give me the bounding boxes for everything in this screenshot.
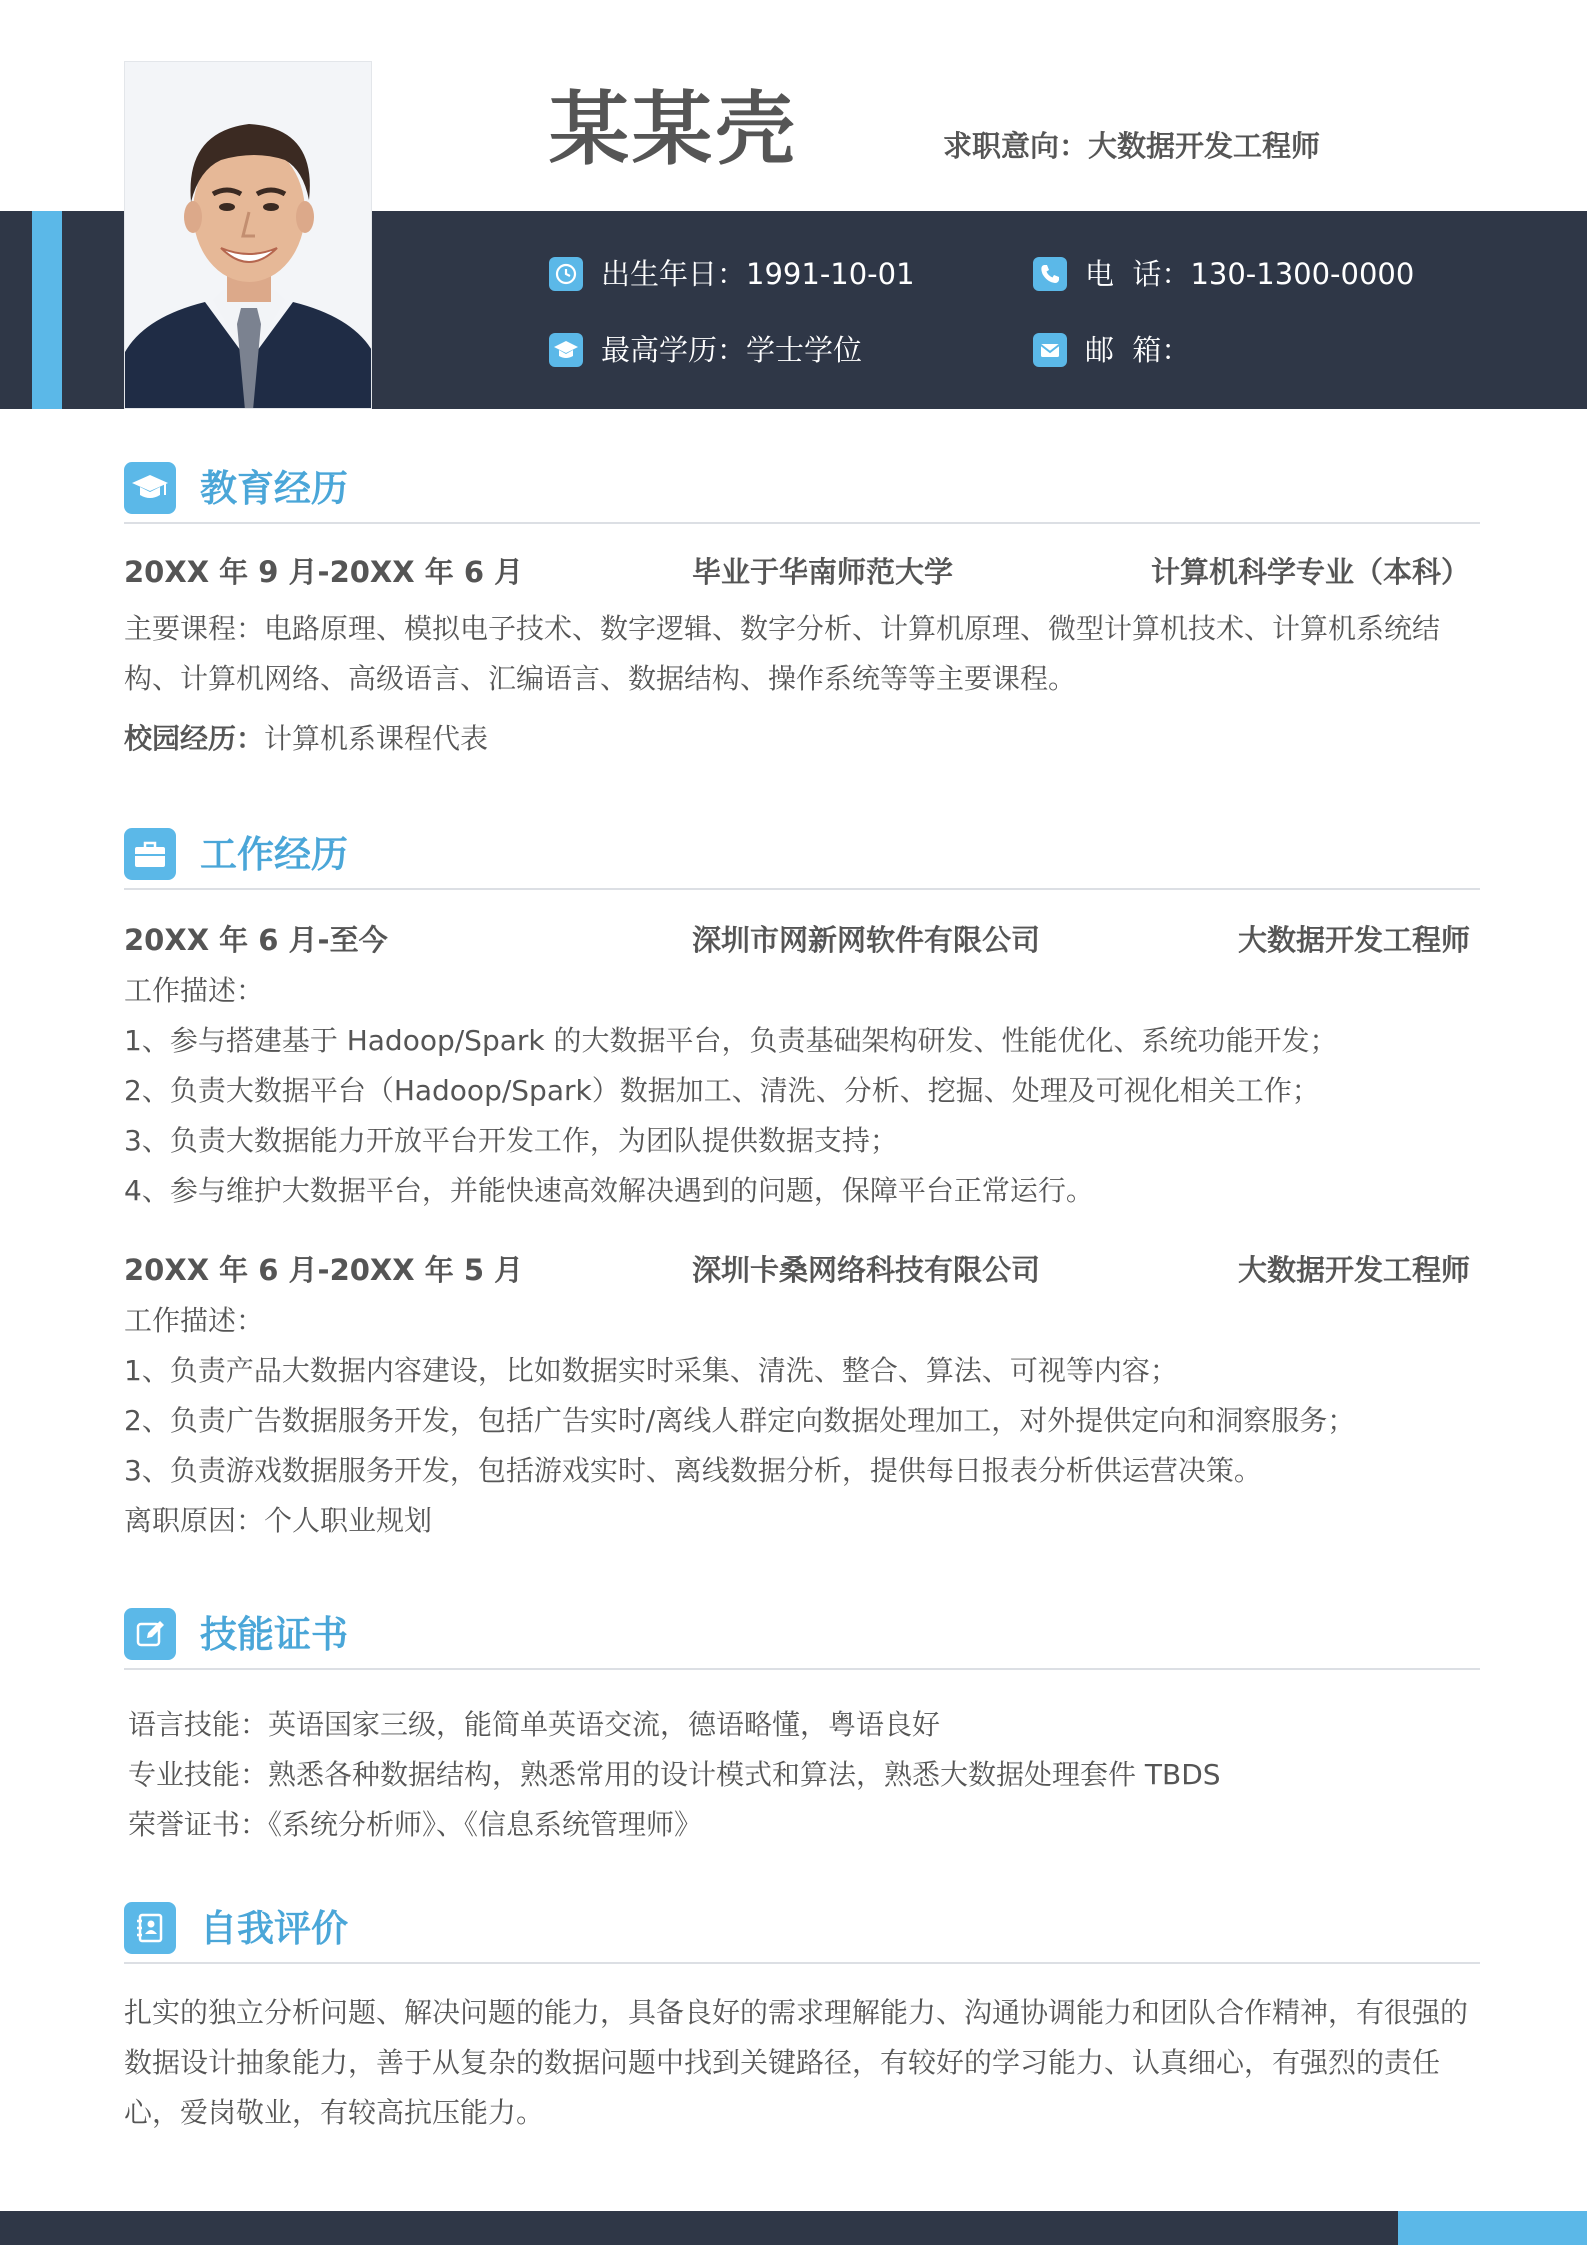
education-major: 计算机科学专业（本科） [1150, 555, 1470, 589]
job-1-period: 20XX 年 6 月-至今 [124, 923, 388, 957]
campus-value: 计算机系课程代表 [264, 722, 489, 755]
job-2-position: 大数据开发工程师 [1237, 1253, 1470, 1287]
skill-line: 专业技能：熟悉各种数据结构，熟悉常用的设计模式和算法，熟悉大数据处理套件 TBDS [128, 1758, 1221, 1791]
skills-section-header [124, 1608, 1480, 1670]
self-eval-section-title: 自我评价 [200, 1907, 348, 1950]
birth-value: 1991-10-01 [746, 257, 915, 291]
briefcase-icon [124, 828, 176, 880]
job-2-desc-label: 工作描述： [124, 1304, 265, 1337]
self-eval-section-header [124, 1902, 1480, 1964]
birth-info [549, 254, 915, 294]
job-intent [943, 126, 1320, 166]
education-entry-header [124, 550, 1470, 594]
job-intent-label: 求职意向： [943, 129, 1089, 163]
job-1-item: 4、参与维护大数据平台，并能快速高效解决遇到的问题，保障平台正常运行。 [124, 1174, 1094, 1207]
phone-icon [1033, 257, 1067, 291]
job-2-company: 深圳卡桑网络科技有限公司 [692, 1253, 1041, 1287]
job-2-period: 20XX 年 6 月-20XX 年 5 月 [124, 1253, 524, 1287]
education-courses: 主要课程：电路原理、模拟电子技术、数字逻辑、数字分析、计算机原理、微型计算机技术、计算机系统结构、计算机网络、高级语言、汇编语言、数据结构、操作系统等等主要课程。 [124, 612, 1441, 695]
avatar [124, 61, 372, 409]
campus-experience [124, 714, 1484, 764]
footer-bar [0, 2211, 1587, 2245]
job-1-company: 深圳市网新网软件有限公司 [692, 923, 1041, 957]
job-2-item: 1、负责产品大数据内容建设，比如数据实时采集、清洗、整合、算法、可视等内容； [124, 1354, 1178, 1387]
education-value: 学士学位 [746, 333, 863, 367]
job-2-leave-reason: 离职原因：个人职业规划 [124, 1504, 433, 1537]
job-2-item: 3、负责游戏数据服务开发，包括游戏实时、离线数据分析，提供每日报表分析供运营决策。 [124, 1454, 1262, 1487]
job-2-header [124, 1248, 1470, 1292]
skills-section-title: 技能证书 [200, 1613, 348, 1656]
job-1-item: 1、参与搭建基于 Hadoop/Spark 的大数据平台，负责基础架构研发、性能优化、系统功能开发； [124, 1024, 1338, 1057]
skill-line: 荣誉证书：《系统分析师》、《信息系统管理师》 [128, 1808, 703, 1841]
job-1-header [124, 918, 1470, 962]
graduation-cap-icon [124, 462, 176, 514]
education-info [549, 330, 862, 370]
portrait-image [125, 62, 372, 409]
envelope-icon [1033, 333, 1067, 367]
header-accent-stripe [32, 211, 62, 409]
graduation-icon [549, 333, 583, 367]
email-label: 邮 箱： [1085, 333, 1191, 367]
education-section-header [124, 462, 1480, 524]
education-section-title: 教育经历 [200, 467, 348, 510]
phone-info [1033, 254, 1414, 294]
job-1-item: 3、负责大数据能力开放平台开发工作，为团队提供数据支持； [124, 1124, 898, 1157]
job-1-position: 大数据开发工程师 [1237, 923, 1470, 957]
footer-accent [1398, 2211, 1587, 2245]
job-2-item: 2、负责广告数据服务开发，包括广告实时/离线人群定向数据处理加工，对外提供定向和洞察服务； [124, 1404, 1356, 1437]
clock-icon [549, 257, 583, 291]
self-eval-text: 扎实的独立分析问题、解决问题的能力，具备良好的需求理解能力、沟通协调能力和团队合作精神，有很强的数据设计抽象能力，善于从复杂的数据问题中找到关键路径，有较好的学习能力、认真细心，有强烈的责任心，爱岗敬业，有较高抗压能力。 [124, 1996, 1469, 2129]
candidate-name: 某某壳 [549, 83, 798, 176]
contact-book-icon [124, 1902, 176, 1954]
email-info [1033, 330, 1190, 370]
job-1-item: 2、负责大数据平台（Hadoop/Spark）数据加工、清洗、分析、挖掘、处理及可视化相关工作； [124, 1074, 1320, 1107]
work-section-title: 工作经历 [200, 833, 348, 876]
birth-label: 出生年日： [601, 257, 747, 291]
job-intent-value: 大数据开发工程师 [1088, 129, 1321, 163]
campus-label: 校园经历： [124, 722, 265, 755]
job-1-desc-label: 工作描述： [124, 974, 265, 1007]
phone-label: 电 话： [1085, 257, 1191, 291]
education-school: 毕业于华南师范大学 [692, 555, 954, 589]
pencil-edit-icon [124, 1608, 176, 1660]
skill-line: 语言技能：英语国家三级，能简单英语交流，德语略懂，粤语良好 [128, 1708, 941, 1741]
education-label: 最高学历： [601, 333, 747, 367]
education-period: 20XX 年 9 月-20XX 年 6 月 [124, 555, 524, 589]
phone-value: 130-1300-0000 [1190, 257, 1415, 291]
work-section-header [124, 828, 1480, 890]
